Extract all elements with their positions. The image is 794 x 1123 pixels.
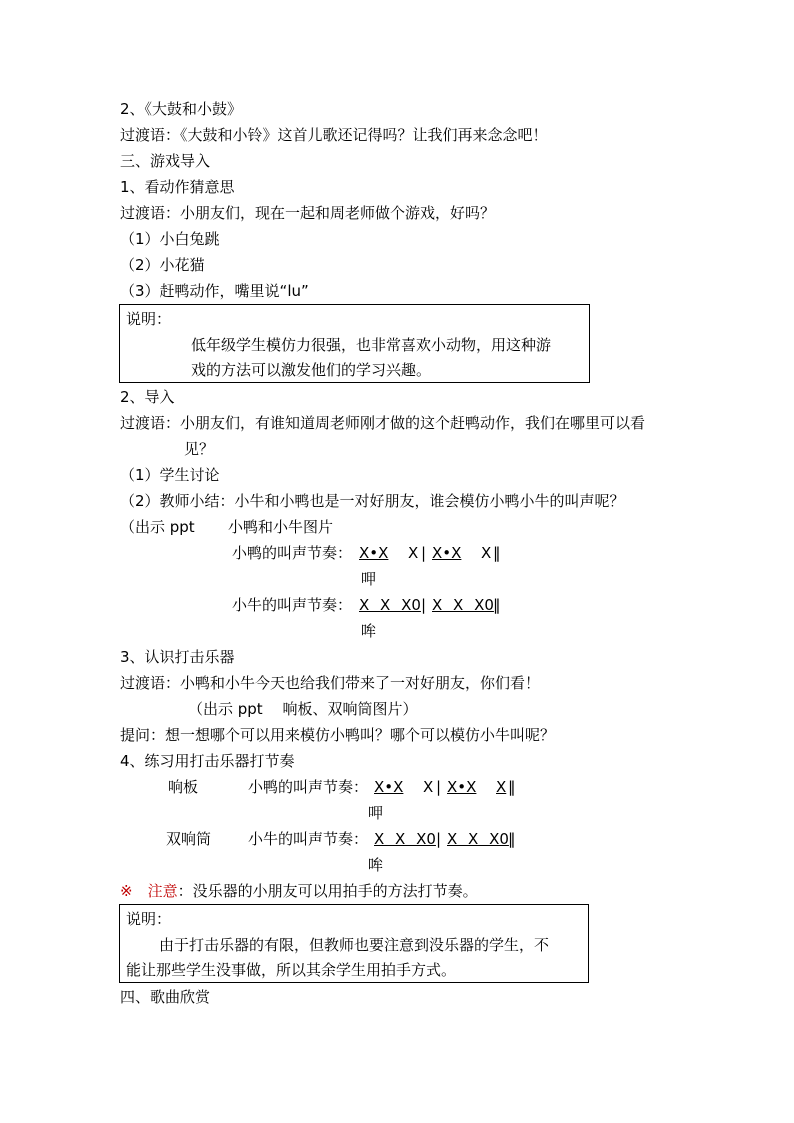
end-bar: ‖: [493, 544, 501, 562]
rhythm-group: X•X: [432, 544, 462, 562]
list-item: （1）学生讨论: [120, 466, 220, 484]
bar-line: |: [436, 778, 442, 796]
list-item: （3）赶鸭动作，嘴里说“lu”: [120, 282, 309, 300]
heading-game-intro: 三、游戏导入: [120, 152, 211, 170]
transition-line-cont: 见？: [184, 440, 215, 458]
explanation-box-1: [119, 304, 590, 383]
ppt-note: 小鸭和小牛图片: [228, 518, 334, 536]
subheading-intro: 2、导入: [120, 388, 175, 406]
section-item-2: 2、《大鼓和小鼓》: [120, 100, 243, 118]
rhythm-group: X X X0: [359, 596, 421, 614]
rhythm-label: 小鸭的叫声节奏：: [232, 544, 353, 562]
rhythm-group: X X X0: [374, 830, 436, 848]
rhythm-label: 小鸭的叫声节奏：: [248, 778, 369, 796]
rhythm-label: 小牛的叫声节奏：: [248, 830, 369, 848]
list-item: （1）小白兔跳: [120, 230, 220, 248]
bar-line: |: [421, 544, 427, 562]
rhythm-group: X•X: [359, 544, 389, 562]
attention-text: ：没乐器的小朋友可以用拍手的方法打节奏。: [177, 882, 478, 900]
rhythm-group: X•X: [374, 778, 404, 796]
lyric: 哞: [361, 622, 377, 640]
ppt-note: （出示 ppt: [120, 518, 195, 536]
rhythm-note: X: [481, 544, 492, 562]
instrument-name: 双响筒: [166, 830, 212, 848]
transition-line: 过渡语：小鸭和小牛今天也给我们带来了一对好朋友，你们看！: [120, 674, 541, 692]
end-bar: ‖: [493, 596, 501, 614]
bar-line: |: [421, 596, 427, 614]
rhythm-group: X X X0: [447, 830, 509, 848]
rhythm-note: X: [408, 544, 419, 562]
ppt-note: （出示 ppt 响板、双响筒图片）: [188, 700, 418, 718]
list-item: （2）教师小结：小牛和小鸭也是一对好朋友，谁会模仿小鸭小牛的叫声呢？: [120, 492, 625, 510]
list-item: （2）小花猫: [120, 256, 205, 274]
transition-line: 过渡语：小朋友们，现在一起和周老师做个游戏，好吗？: [120, 204, 496, 222]
lyric: 呷: [368, 804, 384, 822]
rhythm-group: X•X: [447, 778, 477, 796]
heading-song: 四、歌曲欣赏: [120, 988, 211, 1006]
box-text: 能让那些学生没事做，所以其余学生用拍手方式。: [126, 961, 457, 979]
box-title: 说明：: [126, 310, 172, 328]
box-text: 低年级学生模仿力很强，也非常喜欢小动物，用这种游: [191, 336, 552, 354]
rhythm-note: X: [423, 778, 434, 796]
end-bar: ‖: [508, 830, 516, 848]
box-text: 戏的方法可以激发他们的学习兴趣。: [191, 361, 432, 379]
transition-line: 过渡语：小朋友们，有谁知道周老师刚才做的这个赶鸭动作，我们在哪里可以看: [120, 414, 646, 432]
rhythm-group: X X X0: [432, 596, 494, 614]
subheading-guess: 1、看动作猜意思: [120, 178, 235, 196]
lyric: 呷: [361, 570, 377, 588]
instrument-name: 响板: [168, 778, 199, 796]
box-text: 由于打击乐器的有限，但教师也要注意到没乐器的学生，不: [159, 936, 550, 954]
bar-line: |: [436, 830, 442, 848]
rhythm-label: 小牛的叫声节奏：: [232, 596, 353, 614]
subheading-instruments: 3、认识打击乐器: [120, 648, 235, 666]
subheading-practice: 4、练习用打击乐器打节奏: [120, 752, 295, 770]
attention-note: [120, 881, 478, 901]
lyric: 哞: [368, 856, 384, 874]
box-title: 说明：: [126, 910, 172, 928]
end-bar: ‖: [508, 778, 516, 796]
attention-mark: ※ 注意: [120, 882, 178, 900]
transition-line: 过渡语：《大鼓和小铃》这首儿歌还记得吗？让我们再来念念吧！: [120, 126, 548, 144]
question-line: 提问：想一想哪个可以用来模仿小鸭叫？哪个可以模仿小牛叫呢？: [120, 726, 556, 744]
explanation-box-2: [119, 904, 589, 983]
rhythm-note: X: [496, 778, 507, 796]
